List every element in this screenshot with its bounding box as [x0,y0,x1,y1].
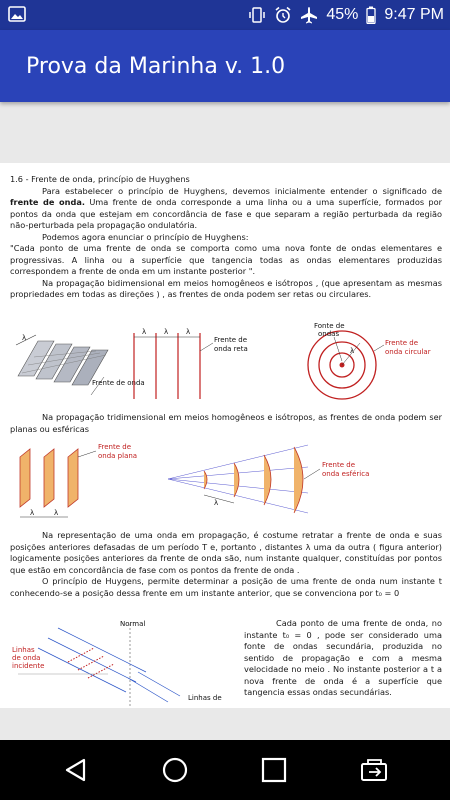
paragraph-side: Cada ponto de uma frente de onda, no instante t₀ = 0 , pode ser considerado uma fonte de ondas secundária, produzida no sentido de propagação e com a mesma velocidade no meio . No instante posterior a t a nova frente de onda é a superfície que tangencia essas ondas secundárias. [244,618,442,697]
fig1-lambda-3: λ [186,328,191,336]
fig2-label-esferica-1: Frente de [322,461,356,469]
paragraph-tridimensional: Na propagação tridimensional em meios homogêneos e isótropos, as frentes de onda podem ser planas ou esféricas [10,412,442,434]
recents-button[interactable] [252,752,296,788]
fig1-label-circular-1: Frente de [385,339,419,347]
app-bar [0,30,450,102]
rotate-icon [359,756,389,784]
fig1-lambda-1: λ [142,328,147,336]
fig1-label-reta-2: onda reta [214,345,248,353]
recents-icon [260,756,288,784]
straight-wavefronts [134,328,248,399]
fig1-label-fonte-1: Fonte de [314,322,345,330]
paragraph-representacao: Na representação de uma onda em propagação, é costume retratar a frente de onda e suas posições anteriores defasadas de um período T e, portanto , distantes λ uma da outra ( figura anterior) logicamente posições anteriores da frente de onda são, num instante qualquer, constituídas por pontos que estão em concordância de fase com os pontos da frente de onda . [10,530,442,575]
p1-text-c: Uma frente de onda corresponde a uma linha ou a uma superfície, formados por pontos da onda que estejam em concordância de fase e que separam a região perturbada da região não-perturbada pela propagação ondulatória. [10,197,442,230]
section-text-3 [10,530,442,599]
fig2-lambda-1: λ [30,509,35,517]
p1-text-a: Para estabelecer o princípio de Huyghens, devemos inicialmente entender o significado de [42,185,442,196]
fig3-label-incidente: incidente [12,662,45,670]
home-icon [161,756,189,784]
section-text-1 [10,174,442,301]
document-page[interactable] [0,163,450,708]
fig2-lambda-2: λ [54,509,59,517]
fig2-label-plana-2: onda plana [98,452,138,460]
figure-wavefronts-3d [8,439,440,525]
fig1-label-fonte-2: ondas [318,330,340,338]
fig3-label-de-onda: de onda [12,654,41,662]
paragraph-frente-de-onda [10,186,442,232]
wave-sheets-drawing [16,334,145,395]
fig1-label-reta-1: Frente de [214,336,248,344]
paragraph-bidimensional: Na propagação bidimensional em meios homogêneos e isótropos , (que apresentam as mesmas propriedades em todas as direções ) , as frentes de onda podem ser retas ou circulares. [10,277,442,299]
fig3-label-linhas-de: Linhas de [188,694,222,702]
fig1-lambda-2: λ [164,328,169,336]
navigation-bar [0,740,450,800]
paragraph-enunciar: Podemos agora enunciar o princípio de Huyghens: [42,231,249,242]
spherical-wavefronts [168,445,369,513]
fig1-lambda-a: λ [22,334,27,342]
fig2-label-esferica-2: onda esférica [322,470,370,478]
battery-icon [366,6,376,24]
side-text [244,618,442,699]
fig3-label-linhas: Linhas [12,646,35,654]
fig2-lambda-3: λ [214,499,219,507]
plane-wavefronts [20,443,137,517]
fig1-label-circular-2: onda circular [385,348,431,356]
app-title: Prova da Marinha v. 1.0 [26,54,286,79]
paragraph-quote: "Cada ponto de uma frente de onda se comporta como uma nova fonte de ondas elementares e progressivas. A linha ou a superfície que tangencia todas as ondas elementares produzidas correspondem a frente de onda em um instante posterior ". [10,243,442,276]
fig1-label-frente: Frente de onda [92,379,145,387]
p1-bold: frente de onda. [10,197,85,207]
clock: 9:47 PM [384,6,444,23]
figure-huygens-refraction [8,618,233,708]
alarm-icon [274,6,292,24]
section-title: 1.6 - Frente de onda, princípio de Huyghens [10,174,190,184]
home-button[interactable] [153,752,197,788]
fig3-label-normal: Normal [120,620,146,628]
back-icon [62,756,90,784]
image-icon [8,5,26,28]
paragraph-huygens: O princípio de Huygens, permite determinar a posição de uma frente de onda num instante t conhecendo-se a posição dessa frente em um instante anterior, que se convenciona por t₀ = 0 [10,576,442,598]
back-button[interactable] [54,752,98,788]
rotate-button[interactable] [352,752,396,788]
status-bar [0,0,450,30]
airplane-icon [300,6,318,24]
battery-percent: 45% [326,6,359,23]
fig2-label-plana-1: Frente de [98,443,132,451]
circular-wavefronts [308,322,431,399]
fig1-lambda-c: λ [350,347,355,355]
section-text-2 [10,412,442,435]
figure-wavefronts-2d [8,321,440,401]
vibrate-icon [248,6,266,24]
